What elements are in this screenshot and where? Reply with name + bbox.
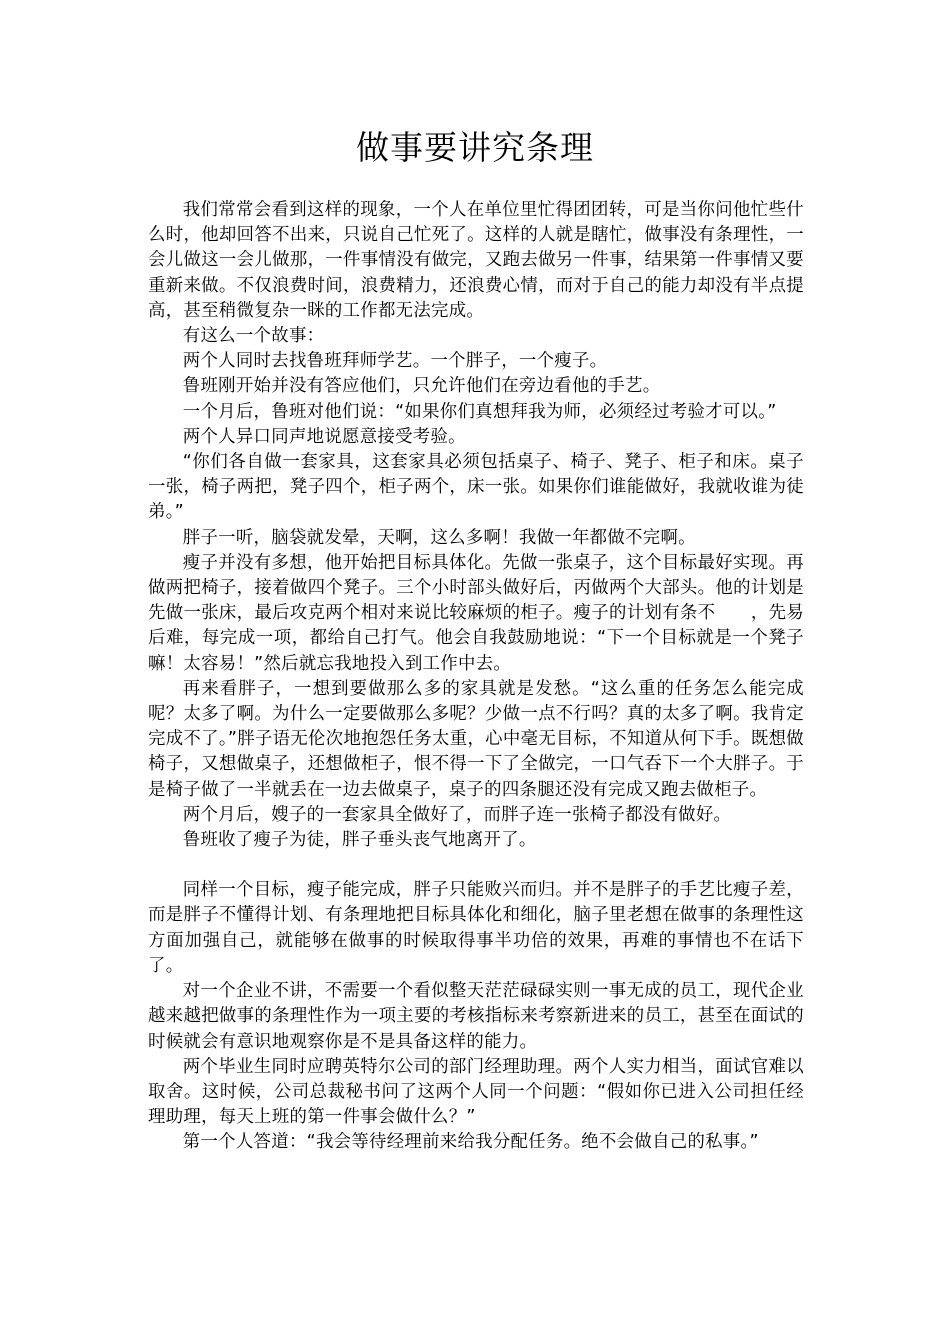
paragraph: 同样一个目标，瘦子能完成，胖子只能败兴而归。并不是胖子的手艺比瘦子差，而是胖子不懂得计划、有条理地把目标具体化和细化，脑子里老想在做事的条理性这方面加强自己，就能够在做事的时候取得事半功倍的效果，再难的事情也不在话下了。 [148, 880, 804, 976]
document-title: 做事要讲究条理 [356, 128, 594, 167]
paragraph: 有这么一个故事： [182, 326, 325, 347]
document-body [148, 198, 804, 1156]
paragraph: 对一个企业不讲，不需要一个看似整天茫茫碌碌实则一事无成的员工，现代企业越来越把做事的条理性作为一项主要的考核指标来考察新进来的员工，甚至在面试的时候就会有意识地观察你是不是具备这样的能力。 [148, 981, 804, 1052]
section-gap [148, 853, 804, 878]
paragraph: 两个毕业生同时应聘英特尔公司的部门经理助理。两个人实力相当，面试官难以取舍。这时候，公司总裁秘书问了这两个人同一个问题：“假如你已进入公司担任经理助理，每天上班的第一件事会做什么？” [148, 1056, 804, 1128]
paragraph: 我们常常会看到这样的现象，一个人在单位里忙得团团转，可是当你问他忙些什么时，他却回答不出来，只说自己忙死了。这样的人就是瞎忙，做事没有条理性，一会儿做这一会儿做那，一件事情没有做完，又跑去做另一件事，结果第一件事情又要重新来做。不仅浪费时间，浪费精力，还浪费心情，而对于自己的能力却没有半点提高，甚至稍微复杂一眯的工作都无法完成。 [148, 200, 804, 321]
paragraph: 鲁班收了瘦子为徒，胖子垂头丧气地离开了。 [182, 830, 537, 851]
paragraph: 两个月后，嫂子的一套家具全做好了，而胖子连一张椅子都没有做好。 [182, 804, 732, 825]
paragraph: 一个月后，鲁班对他们说：“如果你们真想拜我为师，必须经过考验才可以。” [182, 401, 777, 422]
paragraph: 胖子一听，脑袋就发晕，天啊，这么多啊！我做一年都做不完啊。 [182, 527, 696, 548]
paragraph: 两个人异口同声地说愿意接受考验。 [182, 426, 466, 447]
paragraph: “你们各自做一套家具，这套家具必须包括桌子、椅子、凳子、柜子和床。桌子一张，椅子两把，凳子四个，柜子两个，床一张。如果你们谁能做好，我就收谁为徒弟。” [148, 452, 804, 523]
paragraph: 鲁班刚开始并没有答应他们，只允许他们在旁边看他的手艺。 [182, 376, 661, 397]
paragraph: 两个人同时去找鲁班拜师学艺。一个胖子，一个瘦子。 [182, 351, 608, 372]
paragraph: 瘦子并没有多想，他开始把目标具体化。先做一张桌子，这个目标最好实现。再做两把椅子，接着做四个凳子。三个小时部头做好后，丙做两个大部头。他的计划是先做一张床，最后攻克两个相对来说比较麻烦的柜子。瘦子的计划有条不 ，先易后难，每完成一项，都给自己打气。他会自我鼓励地说：“下一个目标就是一个凳子嘛！太容易！”然后就忘我地投入到工作中去。 [148, 552, 804, 674]
paragraph: 第一个人答道：“我会等待经理前来给我分配任务。绝不会做自己的私事。” [182, 1132, 759, 1153]
paragraph: 再来看胖子，一想到要做那么多的家具就是发愁。“这么重的任务怎么能完成呢？太多了啊。为什么一定要做那么多呢？少做一点不行吗？真的太多了啊。我肯定完成不了。”胖子语无伦次地抱怨任务太重，心中毫无目标，不知道从何下手。既想做椅子，又想做桌子，还想做柜子，恨不得一下了全做完，一口气吞下一个大胖子。于是椅子做了一半就丢在一边去做桌子，桌子的四条腿还没有完成又跑去做柜子。 [148, 678, 804, 800]
